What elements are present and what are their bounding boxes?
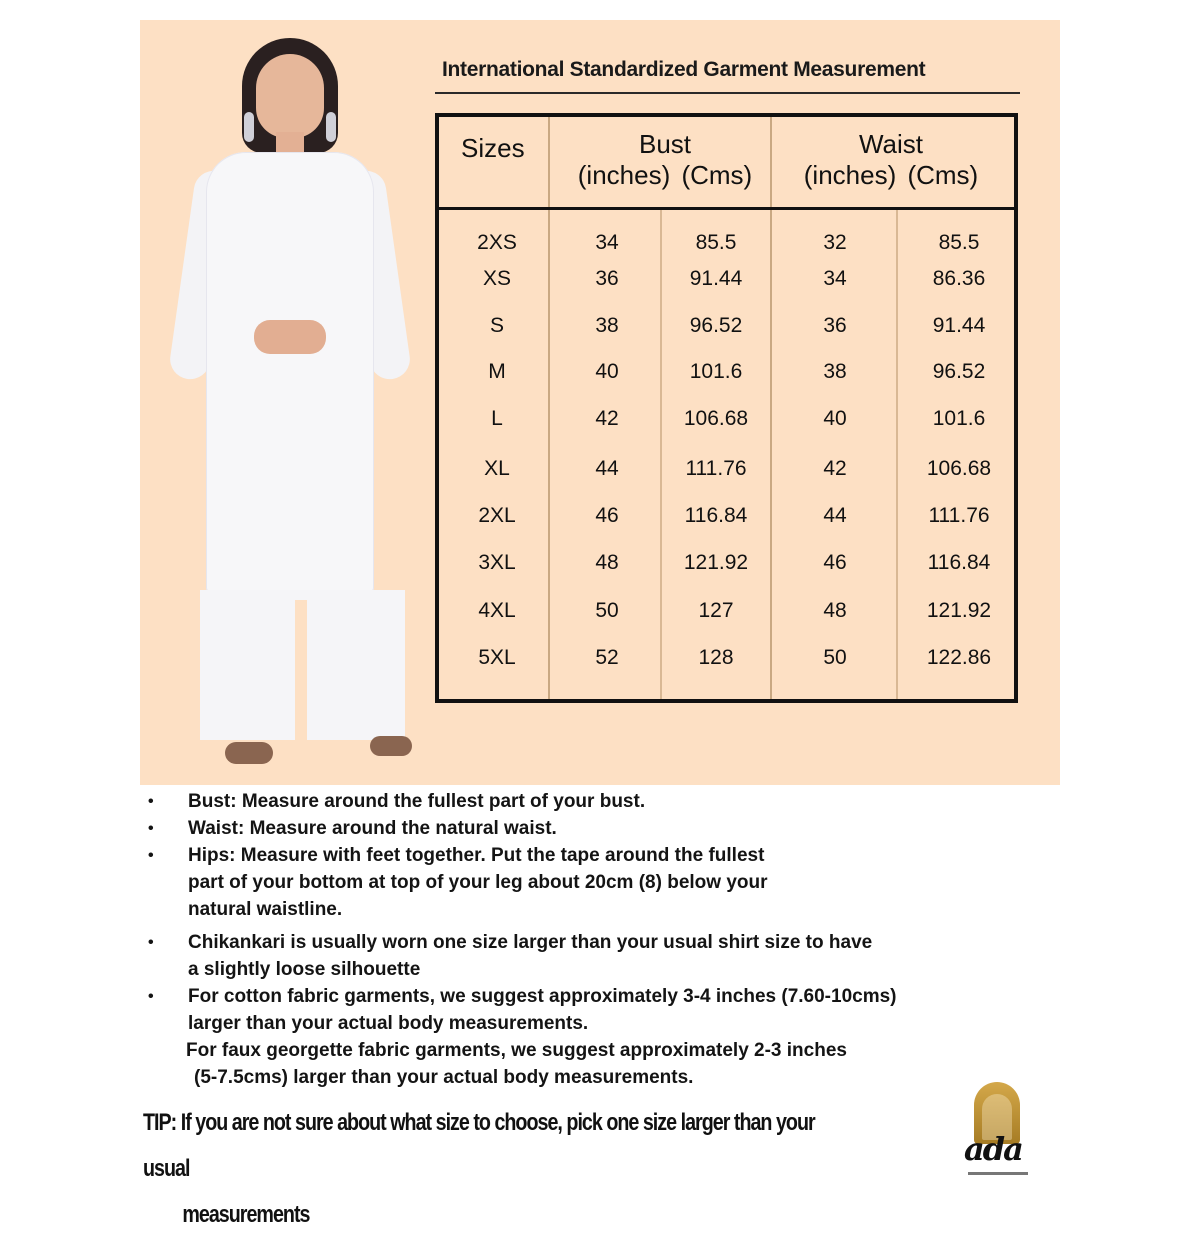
sandal-icon [370,736,412,756]
header-bust-label: Bust [638,129,692,159]
cell-waist-cms: 101.6 [932,407,986,430]
header-sizes: Sizes [461,133,525,163]
cell-bust-cms: 85.5 [695,231,737,254]
note-text: a slightly loose silhouette [188,959,421,980]
table-row [439,407,1014,437]
cell-waist-cms: 116.84 [927,551,991,574]
cell-size: 3XL [478,551,516,574]
white-kurta [206,152,374,592]
note-cotton [148,983,1068,1037]
header-waist-units: (inches) (Cms) [803,160,979,190]
note-hips [148,842,1068,923]
earring-icon [326,112,336,142]
note-chikankari [148,929,1068,983]
cell-bust-cms: 128 [698,646,734,669]
cell-bust-cms: 101.6 [689,360,743,383]
table-row [439,646,1014,676]
header-waist [777,129,1005,191]
cell-bust-inches: 52 [595,646,619,669]
note-text: For cotton fabric garments, we suggest approximately 3-4 inches (7.60-10cms) [188,986,897,1007]
cell-size: XL [484,457,510,480]
note-text: part of your bottom at top of your leg about 20cm (8) below your [188,872,768,893]
cell-bust-cms: 127 [698,599,734,622]
cell-bust-cms: 121.92 [683,551,749,574]
cell-size: S [489,314,504,337]
cell-bust-inches: 50 [595,599,619,622]
note-waist [148,815,1068,842]
table-row [439,314,1014,344]
cell-waist-cms: 91.44 [932,314,986,337]
size-chart-title: International Standardized Garment Measurement [442,58,926,81]
cell-waist-inches: 40 [823,407,847,430]
cell-waist-cms: 106.68 [926,457,992,480]
note-text: Bust: Measure around the fullest part of your bust. [188,791,646,812]
cell-waist-cms: 96.52 [932,360,986,383]
model-hands [254,320,326,354]
cell-bust-cms: 91.44 [689,267,743,290]
cell-size: L [491,407,503,430]
cell-size: XS [482,267,511,290]
cell-size: M [488,360,506,383]
cell-bust-inches: 48 [595,551,619,574]
header-bust-units: (inches) (Cms) [577,160,753,190]
cell-waist-cms: 111.76 [928,504,990,527]
cell-waist-inches: 46 [823,551,847,574]
note-text: Chikankari is usually worn one size larger than your usual shirt size to have [188,932,873,953]
table-row [439,504,1014,534]
table-row [439,457,1014,487]
cell-size: 2XS [477,231,517,254]
cell-waist-inches: 44 [823,504,847,527]
cell-bust-inches: 44 [595,457,619,480]
bullet-icon: • [148,793,154,810]
cell-waist-inches: 34 [823,267,847,290]
cell-bust-inches: 34 [595,231,619,254]
cell-size: 5XL [478,646,516,669]
model-face [256,54,324,138]
cell-size: 2XL [478,504,516,527]
cell-bust-inches: 36 [595,267,619,290]
table-row [439,360,1014,390]
pants-gap [295,600,307,740]
tip-text [143,1100,815,1238]
cell-waist-cms: 86.36 [932,267,986,290]
tip-line: measurements [182,1201,310,1228]
tip-line: TIP: If you are not sure about what size to choose, pick one size larger than your usual [143,1109,815,1182]
cell-waist-cms: 85.5 [938,231,980,254]
earring-icon [244,112,254,142]
cell-waist-cms: 122.86 [926,646,992,669]
cell-bust-cms: 116.84 [684,504,748,527]
table-row [439,231,1014,261]
table-row [439,551,1014,581]
cell-bust-cms: 96.52 [689,314,743,337]
logo-wordmark: ada [964,1130,1022,1168]
size-chart-table [435,113,1018,703]
cell-bust-cms: 111.76 [685,457,747,480]
cell-waist-cms: 121.92 [926,599,992,622]
table-row [439,599,1014,629]
cell-bust-inches: 38 [595,314,619,337]
cell-bust-inches: 42 [595,407,619,430]
table-row [439,267,1014,297]
header-waist-label: Waist [858,129,924,159]
cell-waist-inches: 36 [823,314,847,337]
model-photo [180,20,440,790]
note-text: For faux georgette fabric garments, we suggest approximately 2-3 inches [186,1040,847,1061]
cell-size: 4XL [478,599,516,622]
sandal-icon [225,742,273,764]
cell-bust-inches: 46 [595,504,619,527]
bullet-icon: • [148,847,154,864]
note-bust [148,788,1068,815]
note-text: natural waistline. [188,899,343,920]
note-text: larger than your actual body measurements. [188,1013,589,1034]
measurement-notes [148,788,1068,1091]
ada-brand-logo [962,1082,1032,1182]
header-rule [439,207,1014,210]
cell-bust-inches: 40 [595,360,619,383]
cell-bust-cms: 106.68 [683,407,749,430]
cell-waist-inches: 50 [823,646,847,669]
cell-waist-inches: 38 [823,360,847,383]
note-text: Waist: Measure around the natural waist. [188,818,557,839]
cell-waist-inches: 42 [823,457,847,480]
logo-tagline [968,1172,1028,1175]
bullet-icon: • [148,820,154,837]
bullet-icon: • [148,988,154,1005]
header-bust [555,129,775,191]
cell-waist-inches: 32 [823,231,847,254]
bullet-icon: • [148,934,154,951]
cell-waist-inches: 48 [823,599,847,622]
note-text: (5-7.5cms) larger than your actual body measurements. [194,1067,694,1088]
note-text: Hips: Measure with feet together. Put the tape around the fullest [188,845,765,866]
note-georgette [148,1037,1068,1091]
title-underline [435,92,1020,94]
